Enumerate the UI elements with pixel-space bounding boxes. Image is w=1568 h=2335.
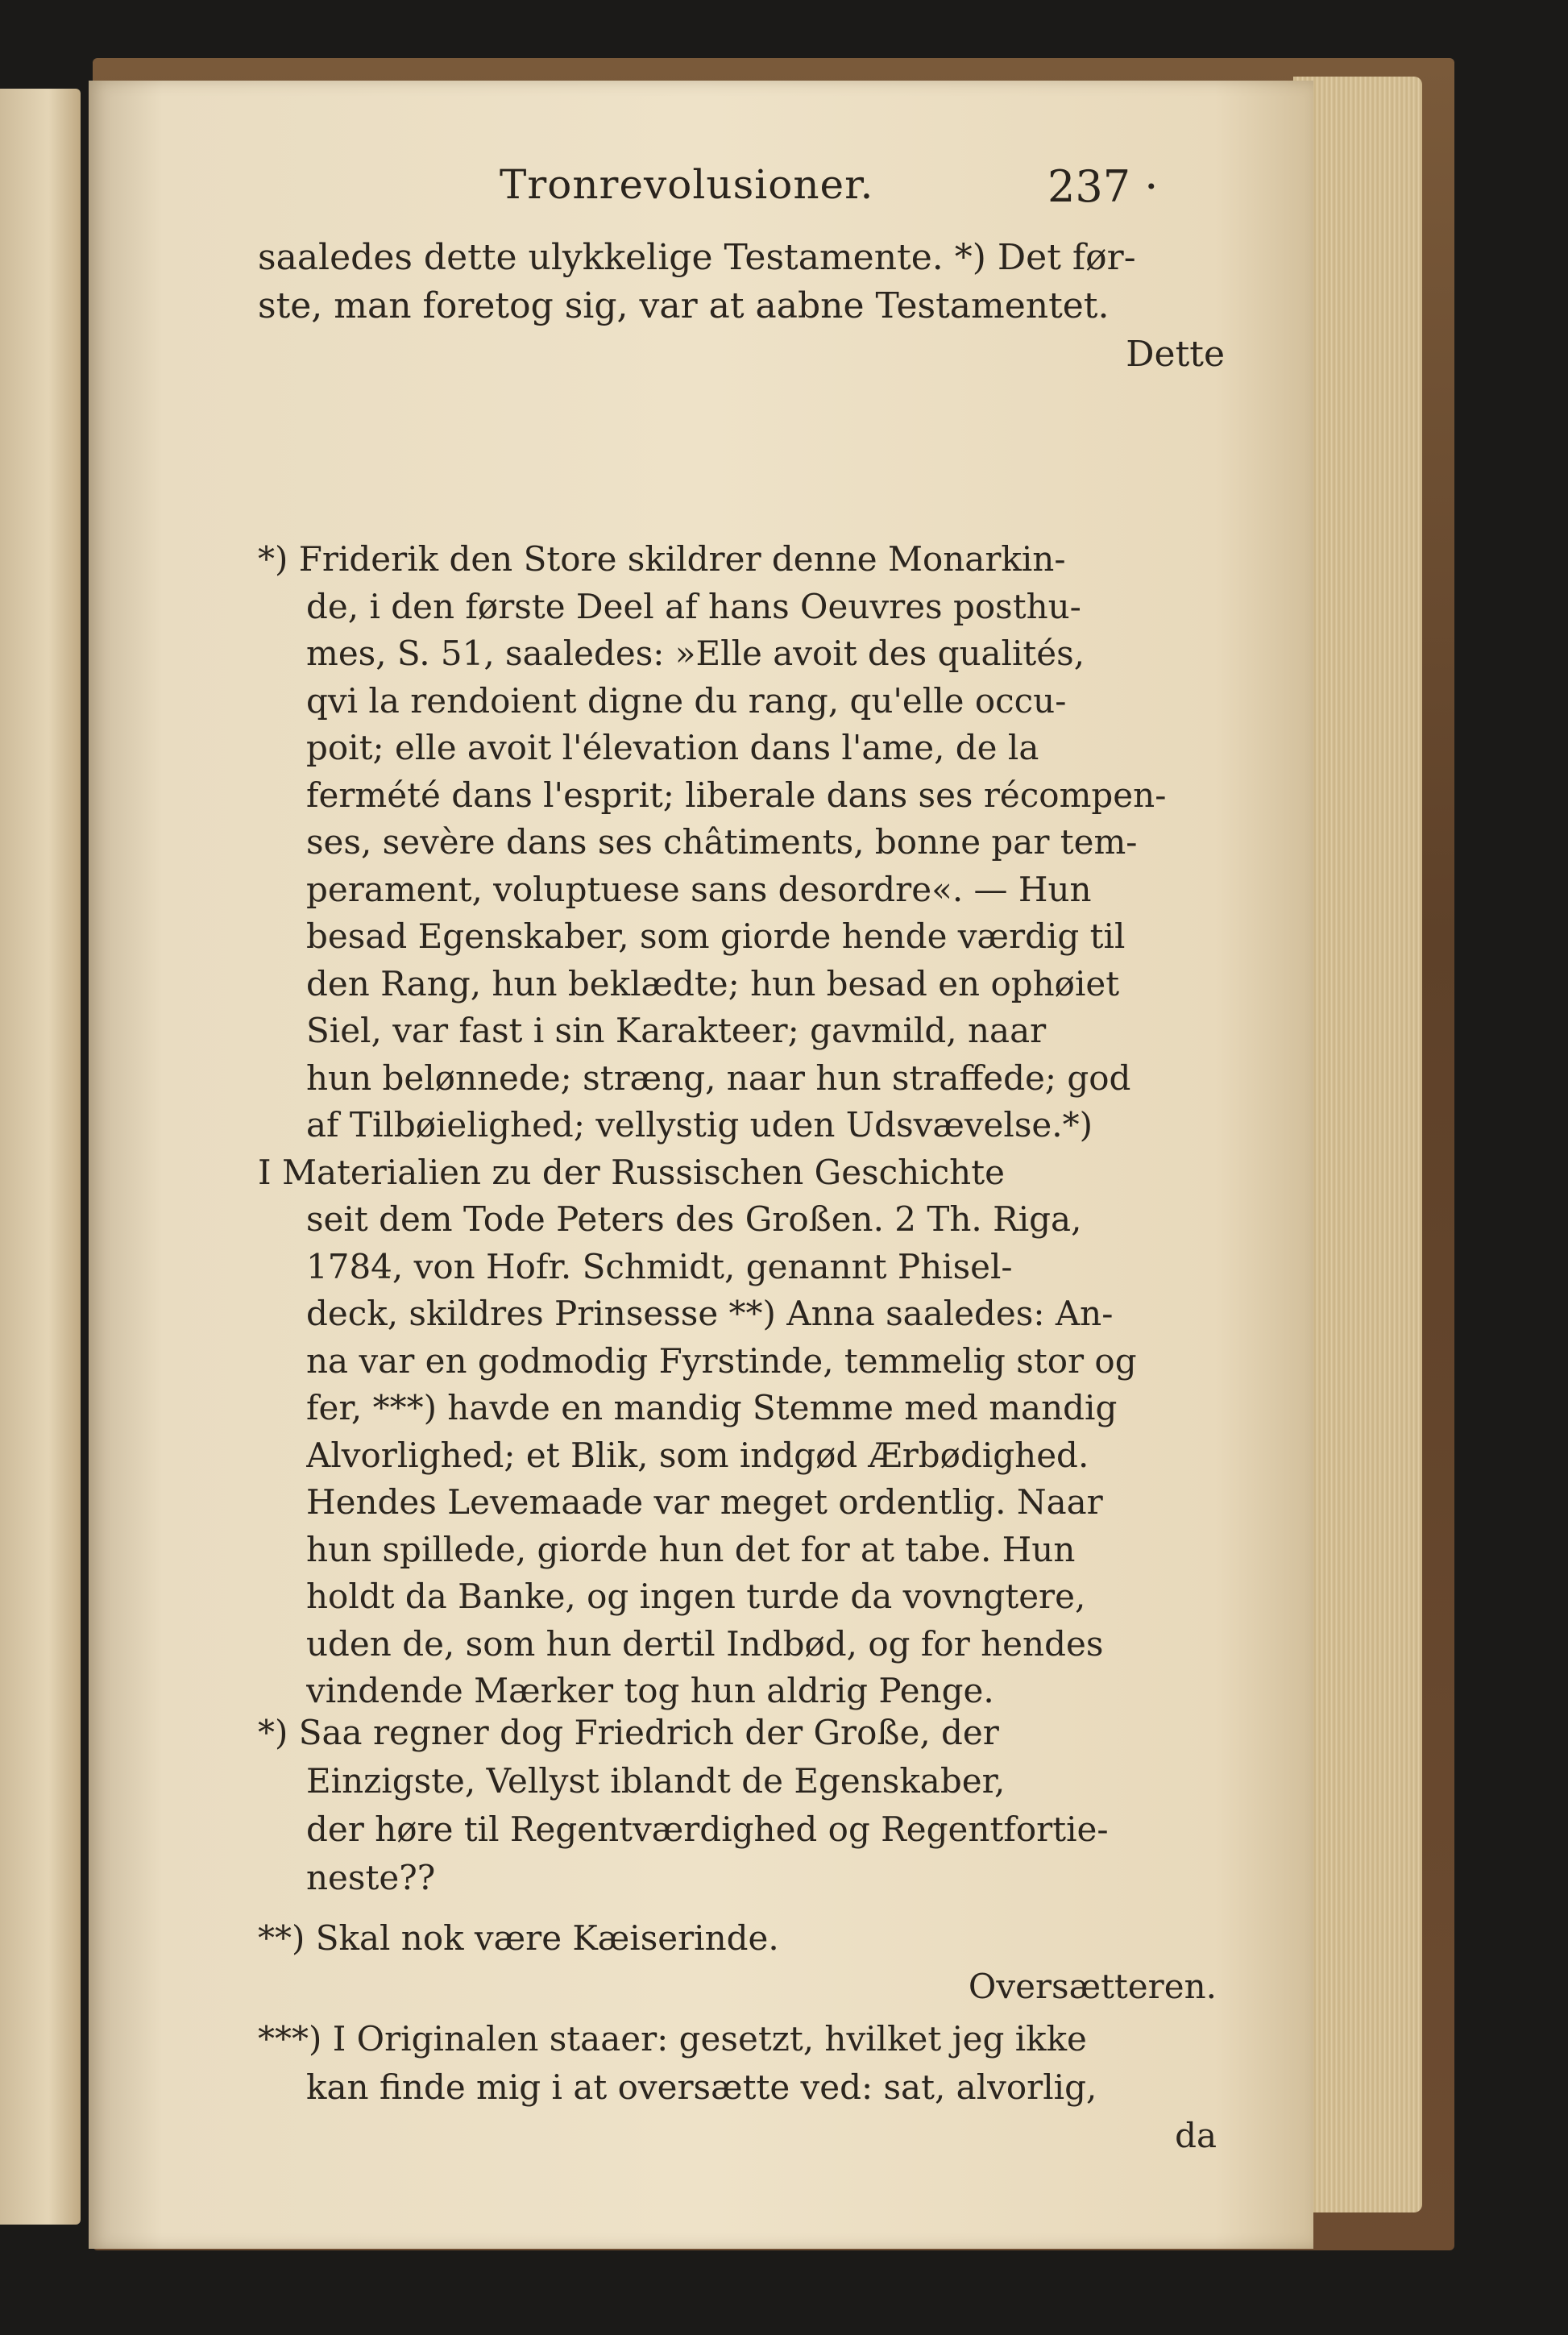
footnote-line: de, i den første Deel af hans Oeuvres posthu- [306,586,1081,626]
footnote-single-star [258,1709,1217,1902]
translator-signature: Oversætteren. [968,1967,1217,2006]
footnote-line: deck, skildres Prinsesse **) Anna saaledes: An- [306,1294,1114,1333]
book-page [89,81,1313,2249]
footnote-line: Hendes Levemaade var meget ordentlig. Naar [306,1482,1103,1522]
footnote-line: *) Friderik den Store skildrer denne Monarkin- [258,539,1066,579]
footnote-main [258,536,1217,1715]
footnote-line: poit; elle avoit l'élevation dans l'ame, de la [306,728,1039,767]
footnote-line: Siel, var fast i sin Karakteer; gavmild, naar [306,1011,1047,1050]
footnote-line: ses, sevère dans ses châtiments, bonne par tem- [306,822,1138,862]
running-title: Tronrevolusioner. [500,161,874,208]
main-text [258,234,1225,379]
footnote-line: mes, S. 51, saaledes: »Elle avoit des qualités, [306,634,1085,673]
footnote-line: perament, voluptuese sans desordre«. — Hun [306,869,1092,909]
footnote-line: I Materialien zu der Russischen Geschichte [258,1152,1005,1192]
footnote-line: holdt da Banke, og ingen turde da vovngtere, [306,1577,1086,1616]
footnote-line: den Rang, hun beklædte; hun besad en ophøiet [306,963,1120,1003]
footnote-line: seit dem Tode Peters des Großen. 2 Th. Riga, [306,1199,1082,1239]
footnote-triple-star [258,2015,1217,2160]
text-line: ste, man foretog sig, var at aabne Testamentet. [258,285,1110,326]
footnote-line: na var en godmodig Fyrstinde, temmelig stor og [306,1340,1137,1381]
page-number: 237 · [1047,161,1159,212]
footnote-line: uden de, som hun dertil Indbød, og for hendes [306,1623,1104,1664]
footnote-line: besad Egenskaber, som giorde hende værdig til [306,916,1126,956]
footnote-line: Alvorlighed; et Blik, som indgød Ærbødighed. [306,1435,1089,1475]
footnote-line: *) Saa regner dog Friedrich der Große, der [258,1713,999,1752]
footnote-line: ***) I Originalen staaer: gesetzt, hvilket jeg ikke [258,2019,1087,2059]
footnote-double-star [258,1914,1217,2011]
catchword: da [1175,2116,1217,2155]
catchword: Dette [1126,334,1225,375]
footnote-line: fer, ***) havde en mandig Stemme med mandig [306,1388,1118,1427]
footnote-line: hun spillede, giorde hun det for at tabe. Hun [306,1529,1076,1569]
footnote-line: qvi la rendoient digne du rang, qu'elle occu- [306,680,1067,721]
page-header [89,161,1313,226]
footnote-line: kan finde mig i at oversætte ved: sat, alvorlig, [306,2067,1097,2107]
footnote-line: Einzigste, Vellyst iblandt de Egenskaber, [306,1761,1006,1801]
left-page-edge [0,89,81,2225]
footnote-line: 1784, von Hofr. Schmidt, genannt Phisel- [306,1246,1013,1286]
footnote-line: neste?? [306,1858,436,1897]
footnote-line: der høre til Regentværdighed og Regentfortie- [306,1809,1109,1849]
footnote-line: vindende Mærker tog hun aldrig Penge. [306,1671,994,1710]
footnote-line: **) Skal nok være Kæiserinde. [258,1918,779,1958]
footnote-line: hun belønnede; stræng, naar hun straffede; god [306,1057,1131,1098]
footnote-line: fermété dans l'esprit; liberale dans ses récompen- [306,775,1167,815]
text-line: saaledes dette ulykkelige Testamente. *) Det før- [258,237,1136,278]
footnote-line: af Tilbøielighed; vellystig uden Udsvævelse.*) [306,1105,1093,1145]
